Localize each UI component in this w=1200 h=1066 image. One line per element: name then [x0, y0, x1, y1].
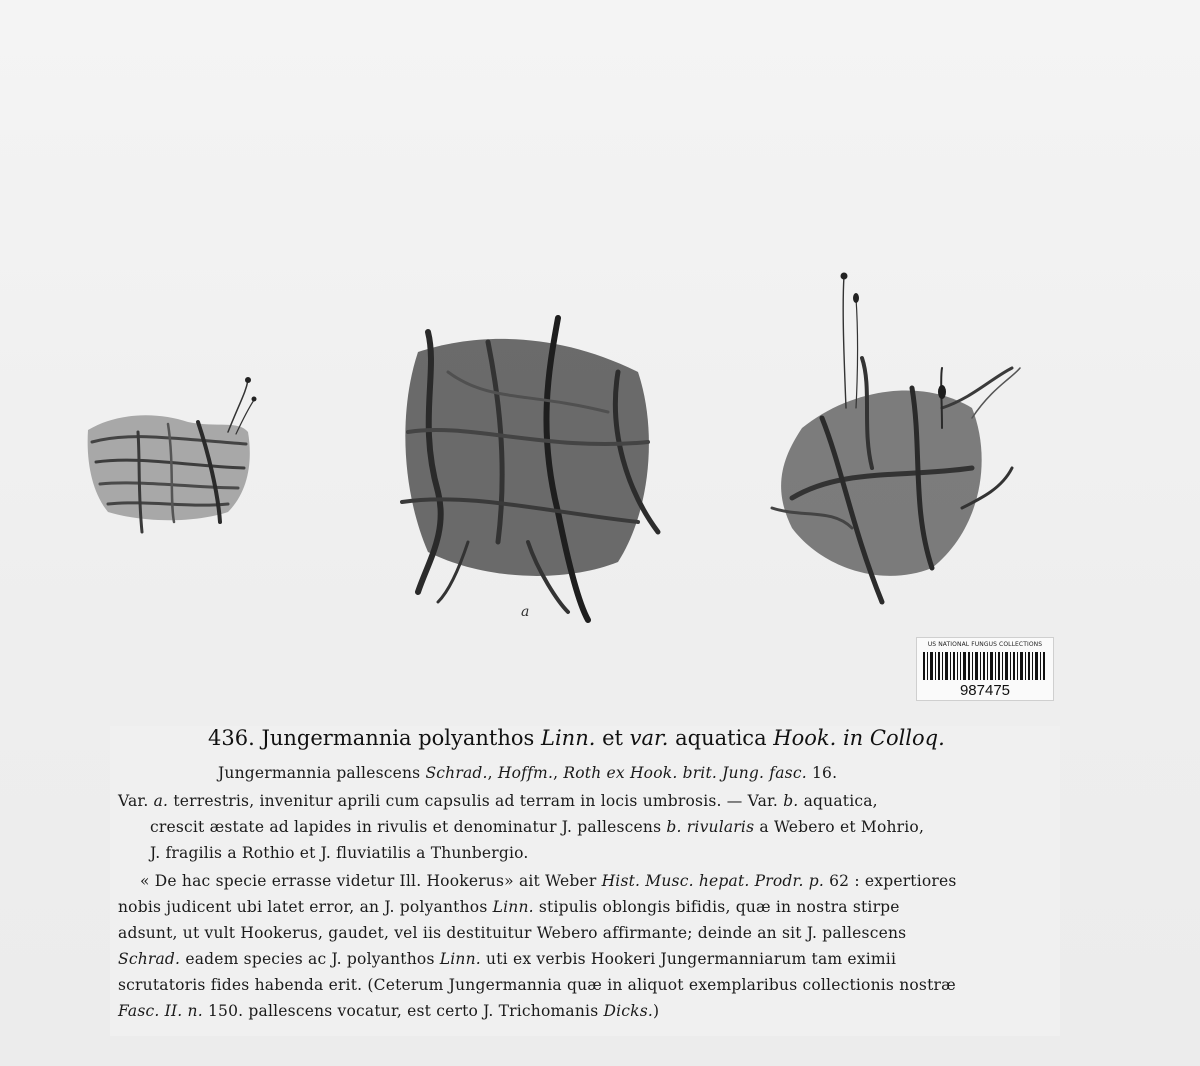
synonym-fascicle: 16. — [811, 764, 838, 782]
note-6-author: Dicks. — [603, 1002, 654, 1020]
variety-name: aquatica — [675, 726, 767, 750]
var-b-letter: b. — [783, 792, 799, 810]
synonym-name: Jungermannia pallescens — [218, 764, 421, 782]
note-1-text: « De hac specie errasse videtur Ill. Hookerus» ait Weber — [140, 872, 597, 890]
note-4-text: eadem species ac J. polyanthos — [185, 950, 435, 968]
species-name: Jungermannia polyanthos — [261, 726, 535, 750]
var-label: Var. — [118, 792, 149, 810]
note-6-fascicle: Fasc. II. n. — [118, 1002, 203, 1020]
synonym-reference: Roth ex Hook. brit. Jung. fasc. — [563, 764, 807, 782]
species-title — [208, 726, 945, 750]
variety-a-line — [118, 792, 878, 810]
note-6-text: 150. pallescens vocatur, est certo J. Trichomanis — [207, 1002, 599, 1020]
note-line-2 — [118, 898, 900, 916]
title-var: var. — [629, 726, 669, 750]
synonym-author-2: Hoffm. — [497, 764, 554, 782]
species-author: Linn. — [541, 726, 596, 750]
synonym-comma-2: , — [553, 764, 559, 782]
collection-name: US NATIONAL FUNGUS COLLECTIONS — [927, 641, 1043, 648]
synonym-comma-1: , — [487, 764, 493, 782]
note-2-author: Linn. — [492, 898, 534, 916]
var-b-text: crescit æstate ad lapides in rivulis et denominatur J. pallescens — [150, 818, 662, 836]
note-1-reference: Hist. Musc. hepat. Prodr. p. — [601, 872, 824, 890]
moss-specimen-left — [78, 372, 260, 542]
note-4-author: Schrad. — [118, 950, 181, 968]
note-4-rest: uti ex verbis Hookeri Jungermanniarum tam eximii — [486, 950, 897, 968]
var-a-letter: a. — [153, 792, 169, 810]
barcode-number: 987475 — [959, 682, 1011, 699]
note-line-3: adsunt, ut vult Hookerus, gaudet, vel iis destituitur Webero affirmante; deinde an sit J. pallescens — [118, 924, 907, 942]
variety-b-line — [150, 818, 924, 836]
synonym-author-1: Schrad. — [425, 764, 488, 782]
note-2-rest: stipulis oblongis bifidis, quæ in nostra stirpe — [538, 898, 900, 916]
note-4-linn: Linn. — [439, 950, 481, 968]
plate-letter: a — [521, 604, 530, 620]
var-b-rivularis: b. rivularis — [666, 818, 755, 836]
exsiccata-number: 436. — [208, 726, 255, 750]
barcode-icon — [923, 652, 1047, 680]
note-1-page: 62 : expertiores — [829, 872, 957, 890]
barcode-label — [916, 637, 1054, 701]
moss-specimen-right — [762, 268, 1032, 610]
note-line-4 — [118, 950, 896, 968]
printed-label — [110, 726, 1060, 1036]
variety-synonyms-line: J. fragilis a Rothio et J. fluviatilis a Thunbergio. — [150, 844, 529, 862]
var-a-text: terrestris, invenitur aprili cum capsulis ad terram in locis umbrosis. — Var. — [173, 792, 779, 810]
note-2-text: nobis judicent ubi latet error, an J. polyanthos — [118, 898, 488, 916]
synonym-line — [218, 764, 837, 782]
moss-specimen-center — [388, 312, 666, 626]
var-b-name: aquatica, — [803, 792, 878, 810]
variety-author: Hook. in Colloq. — [773, 726, 945, 750]
note-line-1 — [140, 872, 957, 890]
note-line-5: scrutatoris fides habenda erit. (Ceterum Jungermannia quæ in aliquot exemplaribus collectionis nostræ — [118, 976, 956, 994]
title-conjunction: et — [602, 726, 623, 750]
note-6-paren: ) — [653, 1002, 660, 1020]
note-line-6 — [118, 1002, 659, 1020]
var-b-authors: a Webero et Mohrio, — [759, 818, 925, 836]
